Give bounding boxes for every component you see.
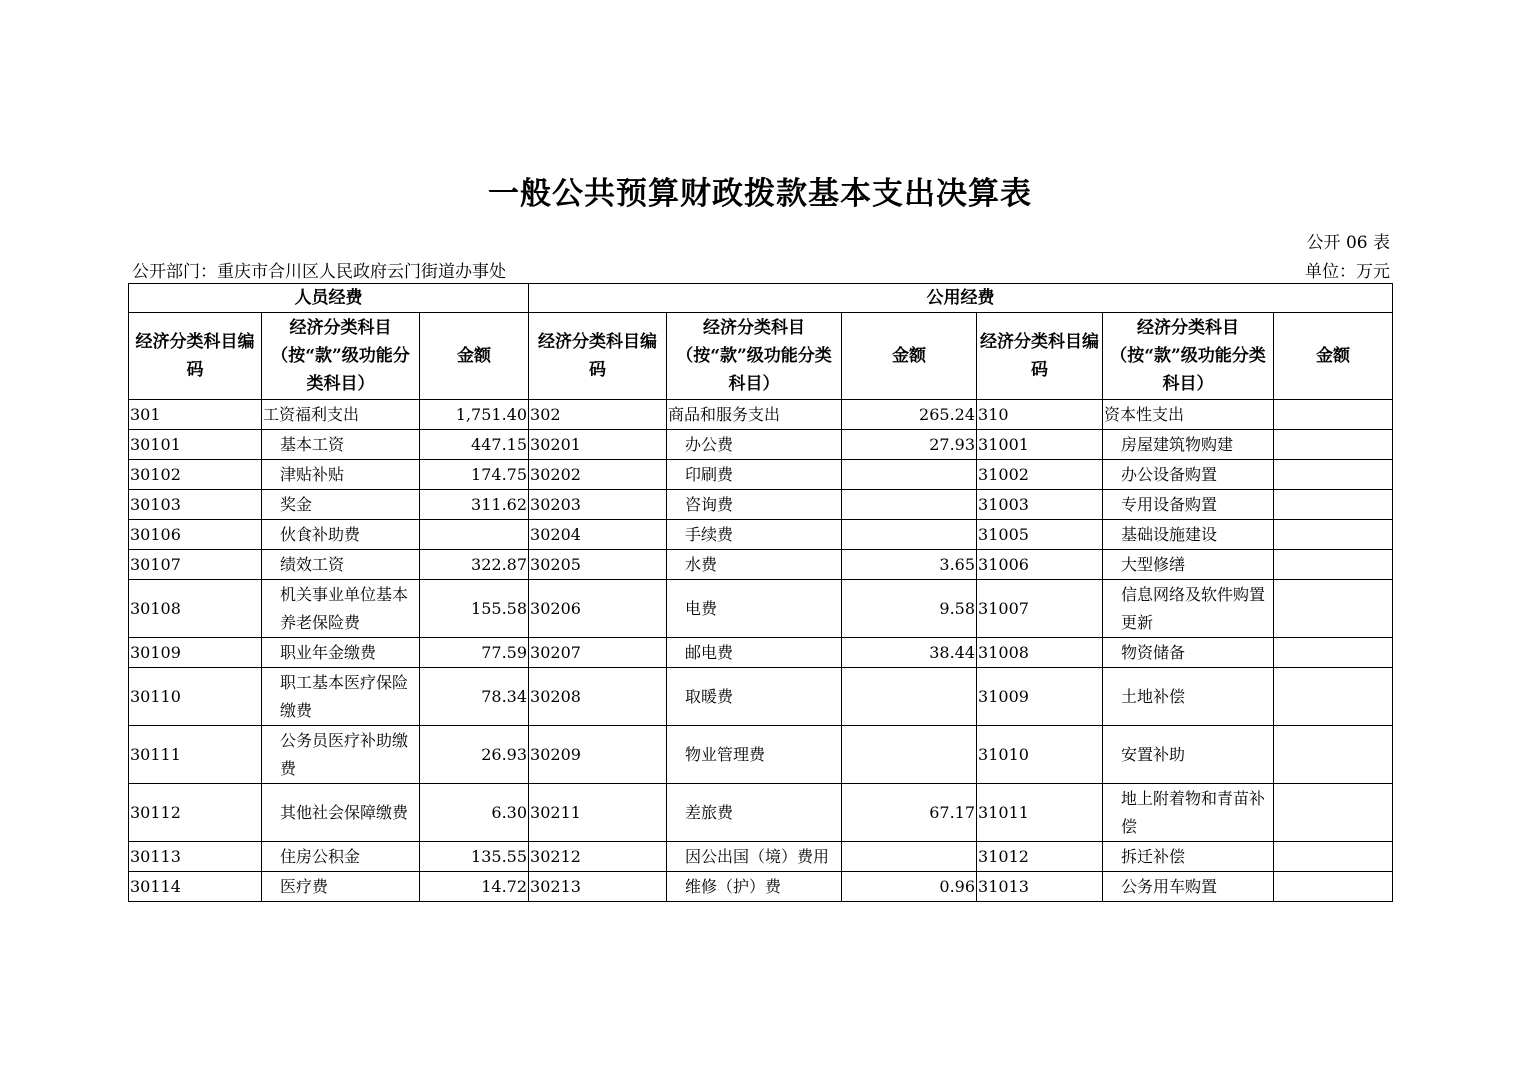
name-cell: 水费	[667, 550, 842, 580]
code-cell: 30204	[529, 520, 667, 550]
table-row	[129, 580, 1393, 638]
name-cell: 电费	[667, 580, 842, 638]
amount-cell	[420, 520, 529, 550]
name-cell: 工资福利支出	[262, 400, 420, 430]
department-label: 公开部门：重庆市合川区人民政府云门街道办事处	[132, 262, 506, 282]
code-cell: 30112	[129, 784, 262, 842]
name-cell: 印刷费	[667, 460, 842, 490]
table-row	[129, 668, 1393, 726]
name-cell: 信息网络及软件购置更新	[1103, 580, 1274, 638]
amount-cell: 14.72	[420, 872, 529, 902]
code-cell: 30101	[129, 430, 262, 460]
code-cell: 30209	[529, 726, 667, 784]
column-header-code: 经济分类科目编码	[977, 313, 1103, 400]
name-cell: 物资储备	[1103, 638, 1274, 668]
name-cell: 基本工资	[262, 430, 420, 460]
amount-cell: 447.15	[420, 430, 529, 460]
page-title: 一般公共预算财政拨款基本支出决算表	[488, 176, 1032, 212]
amount-cell: 1,751.40	[420, 400, 529, 430]
code-cell: 31005	[977, 520, 1103, 550]
column-header-name: 经济分类科目（按“款”级功能分类科目）	[667, 313, 842, 400]
amount-cell	[1274, 400, 1393, 430]
name-cell: 其他社会保障缴费	[262, 784, 420, 842]
column-header-name: 经济分类科目（按“款”级功能分类科目）	[262, 313, 420, 400]
code-cell: 302	[529, 400, 667, 430]
column-header-amount: 金额	[1274, 313, 1393, 400]
amount-cell: 3.65	[842, 550, 977, 580]
amount-cell	[1274, 784, 1393, 842]
amount-cell	[1274, 490, 1393, 520]
name-cell: 物业管理费	[667, 726, 842, 784]
code-cell: 31006	[977, 550, 1103, 580]
name-cell: 职工基本医疗保险缴费	[262, 668, 420, 726]
amount-cell: 9.58	[842, 580, 977, 638]
table-row	[129, 872, 1393, 902]
name-cell: 土地补偿	[1103, 668, 1274, 726]
code-cell: 31003	[977, 490, 1103, 520]
code-cell: 31007	[977, 580, 1103, 638]
table-row	[129, 490, 1393, 520]
code-cell: 30211	[529, 784, 667, 842]
table-row	[129, 550, 1393, 580]
code-cell: 30212	[529, 842, 667, 872]
table-row	[129, 784, 1393, 842]
column-header-amount: 金额	[420, 313, 529, 400]
code-cell: 30202	[529, 460, 667, 490]
name-cell: 绩效工资	[262, 550, 420, 580]
name-cell: 基础设施建设	[1103, 520, 1274, 550]
amount-cell: 135.55	[420, 842, 529, 872]
column-header-name: 经济分类科目（按“款”级功能分类科目）	[1103, 313, 1274, 400]
group-header-personnel: 人员经费	[129, 284, 529, 313]
name-cell: 办公费	[667, 430, 842, 460]
name-cell: 邮电费	[667, 638, 842, 668]
code-cell: 31012	[977, 842, 1103, 872]
code-cell: 30110	[129, 668, 262, 726]
code-cell: 30208	[529, 668, 667, 726]
name-cell: 商品和服务支出	[667, 400, 842, 430]
amount-cell: 322.87	[420, 550, 529, 580]
name-cell: 房屋建筑物购建	[1103, 430, 1274, 460]
name-cell: 职业年金缴费	[262, 638, 420, 668]
table-row	[129, 430, 1393, 460]
column-header-code: 经济分类科目编码	[129, 313, 262, 400]
unit-label: 单位：万元	[1305, 262, 1390, 282]
code-cell: 30103	[129, 490, 262, 520]
code-cell: 30102	[129, 460, 262, 490]
amount-cell: 27.93	[842, 430, 977, 460]
name-cell: 拆迁补偿	[1103, 842, 1274, 872]
code-cell: 30106	[129, 520, 262, 550]
code-cell: 31013	[977, 872, 1103, 902]
code-cell: 31002	[977, 460, 1103, 490]
amount-cell: 155.58	[420, 580, 529, 638]
amount-cell	[1274, 872, 1393, 902]
code-cell: 30109	[129, 638, 262, 668]
amount-cell: 26.93	[420, 726, 529, 784]
table-row	[129, 638, 1393, 668]
code-cell: 30203	[529, 490, 667, 520]
amount-cell	[842, 490, 977, 520]
amount-cell	[1274, 460, 1393, 490]
column-header-amount: 金额	[842, 313, 977, 400]
amount-cell: 78.34	[420, 668, 529, 726]
amount-cell	[842, 520, 977, 550]
name-cell: 机关事业单位基本养老保险费	[262, 580, 420, 638]
table-row	[129, 520, 1393, 550]
code-cell: 30114	[129, 872, 262, 902]
amount-cell	[1274, 550, 1393, 580]
code-cell: 301	[129, 400, 262, 430]
code-cell: 30213	[529, 872, 667, 902]
amount-cell	[1274, 520, 1393, 550]
table-row	[129, 842, 1393, 872]
expenditure-table	[128, 283, 1393, 902]
code-cell: 31008	[977, 638, 1103, 668]
code-cell: 30108	[129, 580, 262, 638]
code-cell: 31011	[977, 784, 1103, 842]
code-cell: 30111	[129, 726, 262, 784]
name-cell: 手续费	[667, 520, 842, 550]
amount-cell: 6.30	[420, 784, 529, 842]
name-cell: 差旅费	[667, 784, 842, 842]
code-cell: 30206	[529, 580, 667, 638]
amount-cell: 265.24	[842, 400, 977, 430]
amount-cell	[1274, 668, 1393, 726]
name-cell: 维修（护）费	[667, 872, 842, 902]
name-cell: 公务员医疗补助缴费	[262, 726, 420, 784]
code-cell: 31010	[977, 726, 1103, 784]
name-cell: 地上附着物和青苗补偿	[1103, 784, 1274, 842]
name-cell: 奖金	[262, 490, 420, 520]
amount-cell: 67.17	[842, 784, 977, 842]
name-cell: 医疗费	[262, 872, 420, 902]
amount-cell	[1274, 430, 1393, 460]
code-cell: 30201	[529, 430, 667, 460]
table-row	[129, 726, 1393, 784]
amount-cell: 311.62	[420, 490, 529, 520]
amount-cell	[1274, 580, 1393, 638]
name-cell: 专用设备购置	[1103, 490, 1274, 520]
group-header-public: 公用经费	[529, 284, 1393, 313]
name-cell: 安置补助	[1103, 726, 1274, 784]
amount-cell	[1274, 726, 1393, 784]
amount-cell	[1274, 842, 1393, 872]
name-cell: 住房公积金	[262, 842, 420, 872]
name-cell: 因公出国（境）费用	[667, 842, 842, 872]
name-cell: 公务用车购置	[1103, 872, 1274, 902]
code-cell: 30113	[129, 842, 262, 872]
name-cell: 资本性支出	[1103, 400, 1274, 430]
amount-cell: 77.59	[420, 638, 529, 668]
table-row	[129, 400, 1393, 430]
code-cell: 30207	[529, 638, 667, 668]
name-cell: 大型修缮	[1103, 550, 1274, 580]
name-cell: 伙食补助费	[262, 520, 420, 550]
amount-cell: 0.96	[842, 872, 977, 902]
amount-cell	[842, 460, 977, 490]
amount-cell	[842, 668, 977, 726]
name-cell: 咨询费	[667, 490, 842, 520]
form-number: 公开 06 表	[1306, 233, 1390, 253]
code-cell: 31001	[977, 430, 1103, 460]
amount-cell	[842, 842, 977, 872]
column-header-code: 经济分类科目编码	[529, 313, 667, 400]
table-body	[129, 400, 1393, 902]
amount-cell: 38.44	[842, 638, 977, 668]
code-cell: 30205	[529, 550, 667, 580]
code-cell: 31009	[977, 668, 1103, 726]
table-row	[129, 460, 1393, 490]
amount-cell: 174.75	[420, 460, 529, 490]
amount-cell	[842, 726, 977, 784]
name-cell: 办公设备购置	[1103, 460, 1274, 490]
code-cell: 310	[977, 400, 1103, 430]
name-cell: 取暖费	[667, 668, 842, 726]
code-cell: 30107	[129, 550, 262, 580]
amount-cell	[1274, 638, 1393, 668]
name-cell: 津贴补贴	[262, 460, 420, 490]
